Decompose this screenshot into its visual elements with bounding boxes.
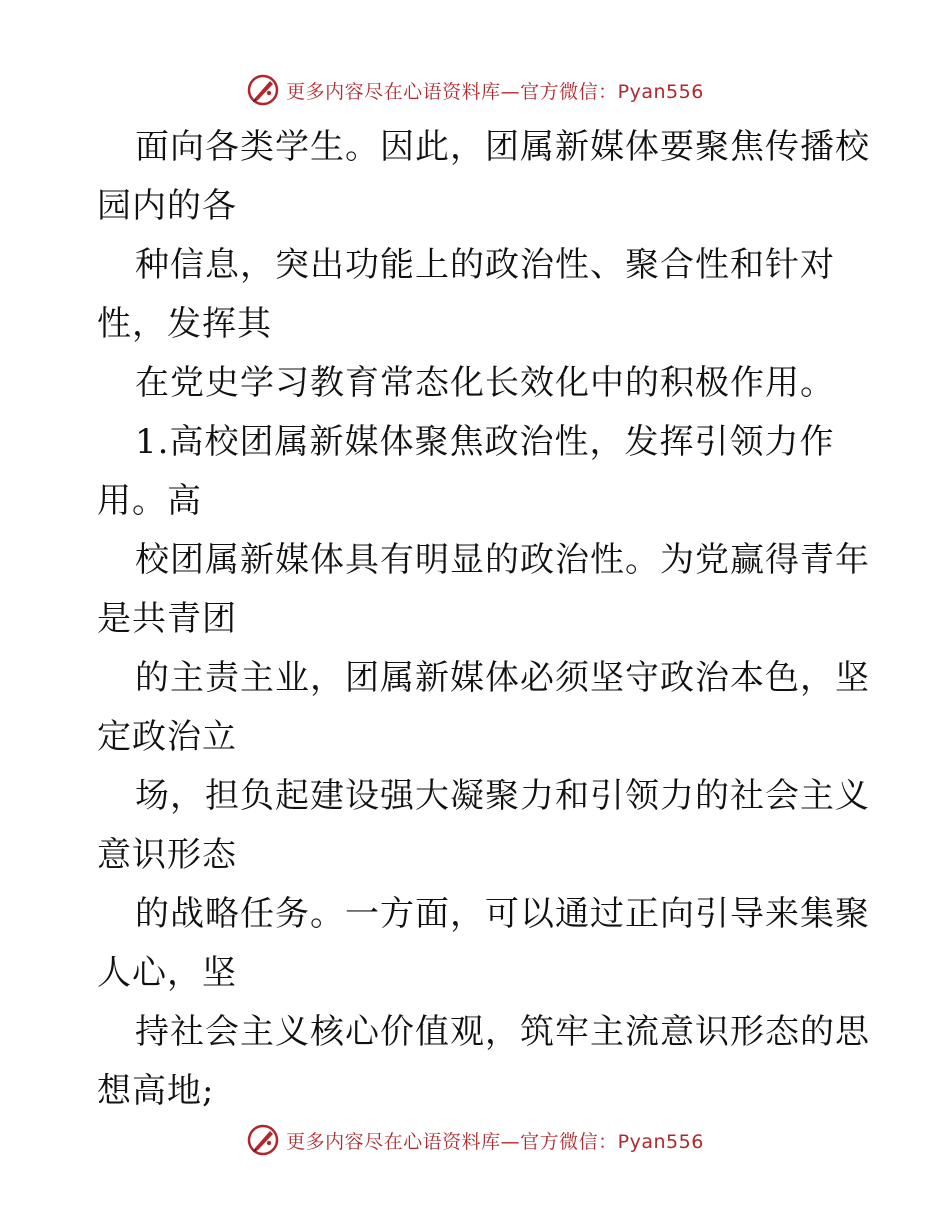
body-line: 种信息，突出功能上的政治性、聚合性和针对 xyxy=(135,245,835,285)
footer-banner xyxy=(0,1120,950,1160)
body-line: 持社会主义核心价值观，筑牢主流意识形态的思 xyxy=(135,1012,870,1052)
header-banner-text: 更多内容尽在心语资料库—官方微信：Pyan556 xyxy=(286,80,704,103)
body-line: 的主责主业，团属新媒体必须坚守政治本色，坚 xyxy=(135,658,870,698)
quill-pen-icon xyxy=(246,1123,280,1157)
body-line: 是共青团 xyxy=(97,599,237,639)
body-line: 的战略任务。一方面，可以通过正向引导来集聚 xyxy=(135,894,870,934)
body-line: 人心，坚 xyxy=(97,953,237,993)
body-line: 定政治立 xyxy=(97,717,237,757)
header-banner xyxy=(0,70,950,110)
body-line: 用。高 xyxy=(97,481,202,521)
body-line: 面向各类学生。因此，团属新媒体要聚焦传播校 xyxy=(135,127,870,167)
body-line: 性，发挥其 xyxy=(97,304,272,344)
footer-banner-text: 更多内容尽在心语资料库—官方微信：Pyan556 xyxy=(286,1130,704,1153)
quill-pen-icon xyxy=(246,73,280,107)
document-body xyxy=(97,118,877,1121)
body-line: 园内的各 xyxy=(97,186,237,226)
body-line: 场，担负起建设强大凝聚力和引领力的社会主义 xyxy=(135,776,870,816)
body-line: 意识形态 xyxy=(97,835,237,875)
body-line: 校团属新媒体具有明显的政治性。为党赢得青年 xyxy=(135,540,870,580)
body-line: 1.高校团属新媒体聚焦政治性，发挥引领力作 xyxy=(135,422,835,462)
body-line: 想高地; xyxy=(97,1071,215,1111)
body-line: 在党史学习教育常态化长效化中的积极作用。 xyxy=(135,363,835,403)
